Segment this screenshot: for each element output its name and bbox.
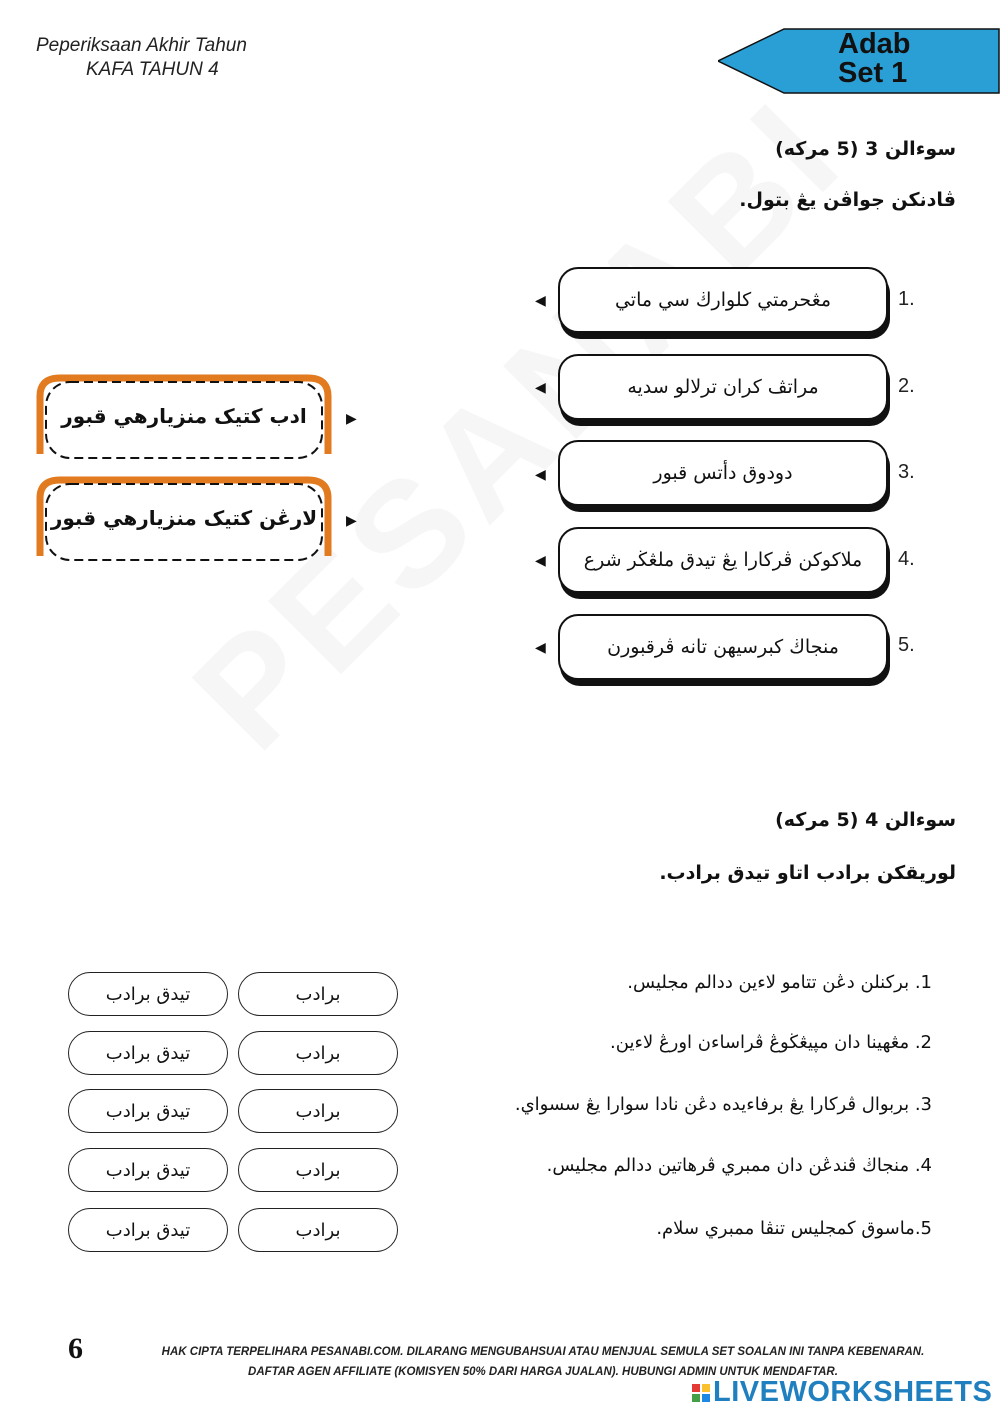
q3-item-arrow-icon[interactable]: ◀ [535, 380, 546, 396]
q3-item-arrow-icon[interactable]: ◀ [535, 553, 546, 569]
q4-option-beradab[interactable]: برادب [238, 1148, 398, 1192]
q3-target-arrow-icon[interactable]: ▶ [346, 411, 357, 427]
q4-option-tidak-beradab[interactable]: تيدق برادب [68, 1089, 228, 1133]
q3-item-number: 4. [898, 548, 915, 570]
q4-statement: 5.ماسوق كمجليس تنڤا ممبري سلام. [656, 1218, 932, 1239]
q3-target-label: ادب كتيک منزيارهي قبور [61, 404, 307, 428]
q3-item-box[interactable]: مراتڤ كران ترلالو سديه [558, 354, 888, 420]
affiliate-line: DAFTAR AGEN AFFILIATE (KOMISYEN 50% DARI HARGA JUALAN). HUBUNGI ADMIN UNTUK MENDAFTAR. [248, 1366, 838, 1378]
q3-target-box-larangan[interactable] [34, 474, 334, 562]
q4-title: سوءالن 4 (5 مركه) [775, 809, 956, 831]
q4-instruction: لوريقكن برادب اتاو تيدق برادب. [659, 862, 956, 884]
page-number: 6 [68, 1332, 83, 1365]
q4-statement: 3. بربوال ڤركارا يڠ برفاءيده دڠن نادا سوارا يڠ سسواي. [514, 1094, 932, 1115]
exam-header [36, 34, 247, 82]
liveworksheets-logo[interactable] [692, 1376, 992, 1409]
q3-target-label: لارڠن كتيک منزيارهي قبور [50, 506, 318, 530]
q3-instruction: ڤادنكن جواڤن يڠ بتول. [739, 189, 956, 211]
q3-item-box[interactable]: ملاكوكن ڤركارا يڠ تيدق ملڠڬر شرع [558, 527, 888, 593]
exam-class: KAFA TAHUN 4 [86, 59, 219, 80]
q4-option-tidak-beradab[interactable]: تيدق برادب [68, 1208, 228, 1252]
q4-option-beradab[interactable]: برادب [238, 1031, 398, 1075]
q3-item-box[interactable]: مڠحرمتي كلوارڬ سي ماتي [558, 267, 888, 333]
q4-option-tidak-beradab[interactable]: تيدق برادب [68, 1031, 228, 1075]
q3-target-box-adab[interactable] [34, 372, 334, 460]
q3-item-number: 2. [898, 375, 915, 397]
q4-statement: 2. مڠهينا دان مپيڠڬوڠ ڤراساءن اورڠ لاءين. [610, 1032, 932, 1053]
liveworksheets-brand: LIVEWORKSHEETS [713, 1376, 993, 1408]
exam-title: Peperiksaan Akhir Tahun [36, 35, 247, 56]
q3-item-arrow-icon[interactable]: ◀ [535, 467, 546, 483]
q4-statement: 4. منجاڬ ڤندڠن دان ممبري ڤرهاتين ددالم مجليس. [546, 1155, 932, 1176]
q3-item-box[interactable]: منجاڬ كبرسيهن تانه ڤرقبورن [558, 614, 888, 680]
q3-item-number: 5. [898, 634, 915, 656]
q4-statement: 1. بركنلن دڠن تتامو لاءين ددالم مجليس. [627, 972, 932, 993]
q3-title: سوءالن 3 (5 مركه) [775, 138, 956, 160]
subject-name: Adab [838, 28, 911, 60]
q4-option-beradab[interactable]: برادب [238, 1089, 398, 1133]
q3-item-box[interactable]: دودوق دأتس قبور [558, 440, 888, 506]
subject-tag [718, 28, 1000, 94]
copyright-line: HAK CIPTA TERPELIHARA PESANABI.COM. DILARANG MENGUBAHSUAI ATAU MENJUAL SEMULA SET SOALAN INI TANPA KEBENARAN. [161, 1346, 925, 1358]
q4-option-tidak-beradab[interactable]: تيدق برادب [68, 972, 228, 1016]
q3-item-number: 3. [898, 461, 915, 483]
q3-target-arrow-icon[interactable]: ▶ [346, 513, 357, 529]
q4-option-beradab[interactable]: برادب [238, 1208, 398, 1252]
q3-item-arrow-icon[interactable]: ◀ [535, 293, 546, 309]
q4-option-beradab[interactable]: برادب [238, 972, 398, 1016]
set-number: Set 1 [838, 57, 908, 89]
q3-item-number: 1. [898, 288, 915, 310]
liveworksheets-icon [692, 1384, 710, 1402]
q4-option-tidak-beradab[interactable]: تيدق برادب [68, 1148, 228, 1192]
q3-item-arrow-icon[interactable]: ◀ [535, 640, 546, 656]
